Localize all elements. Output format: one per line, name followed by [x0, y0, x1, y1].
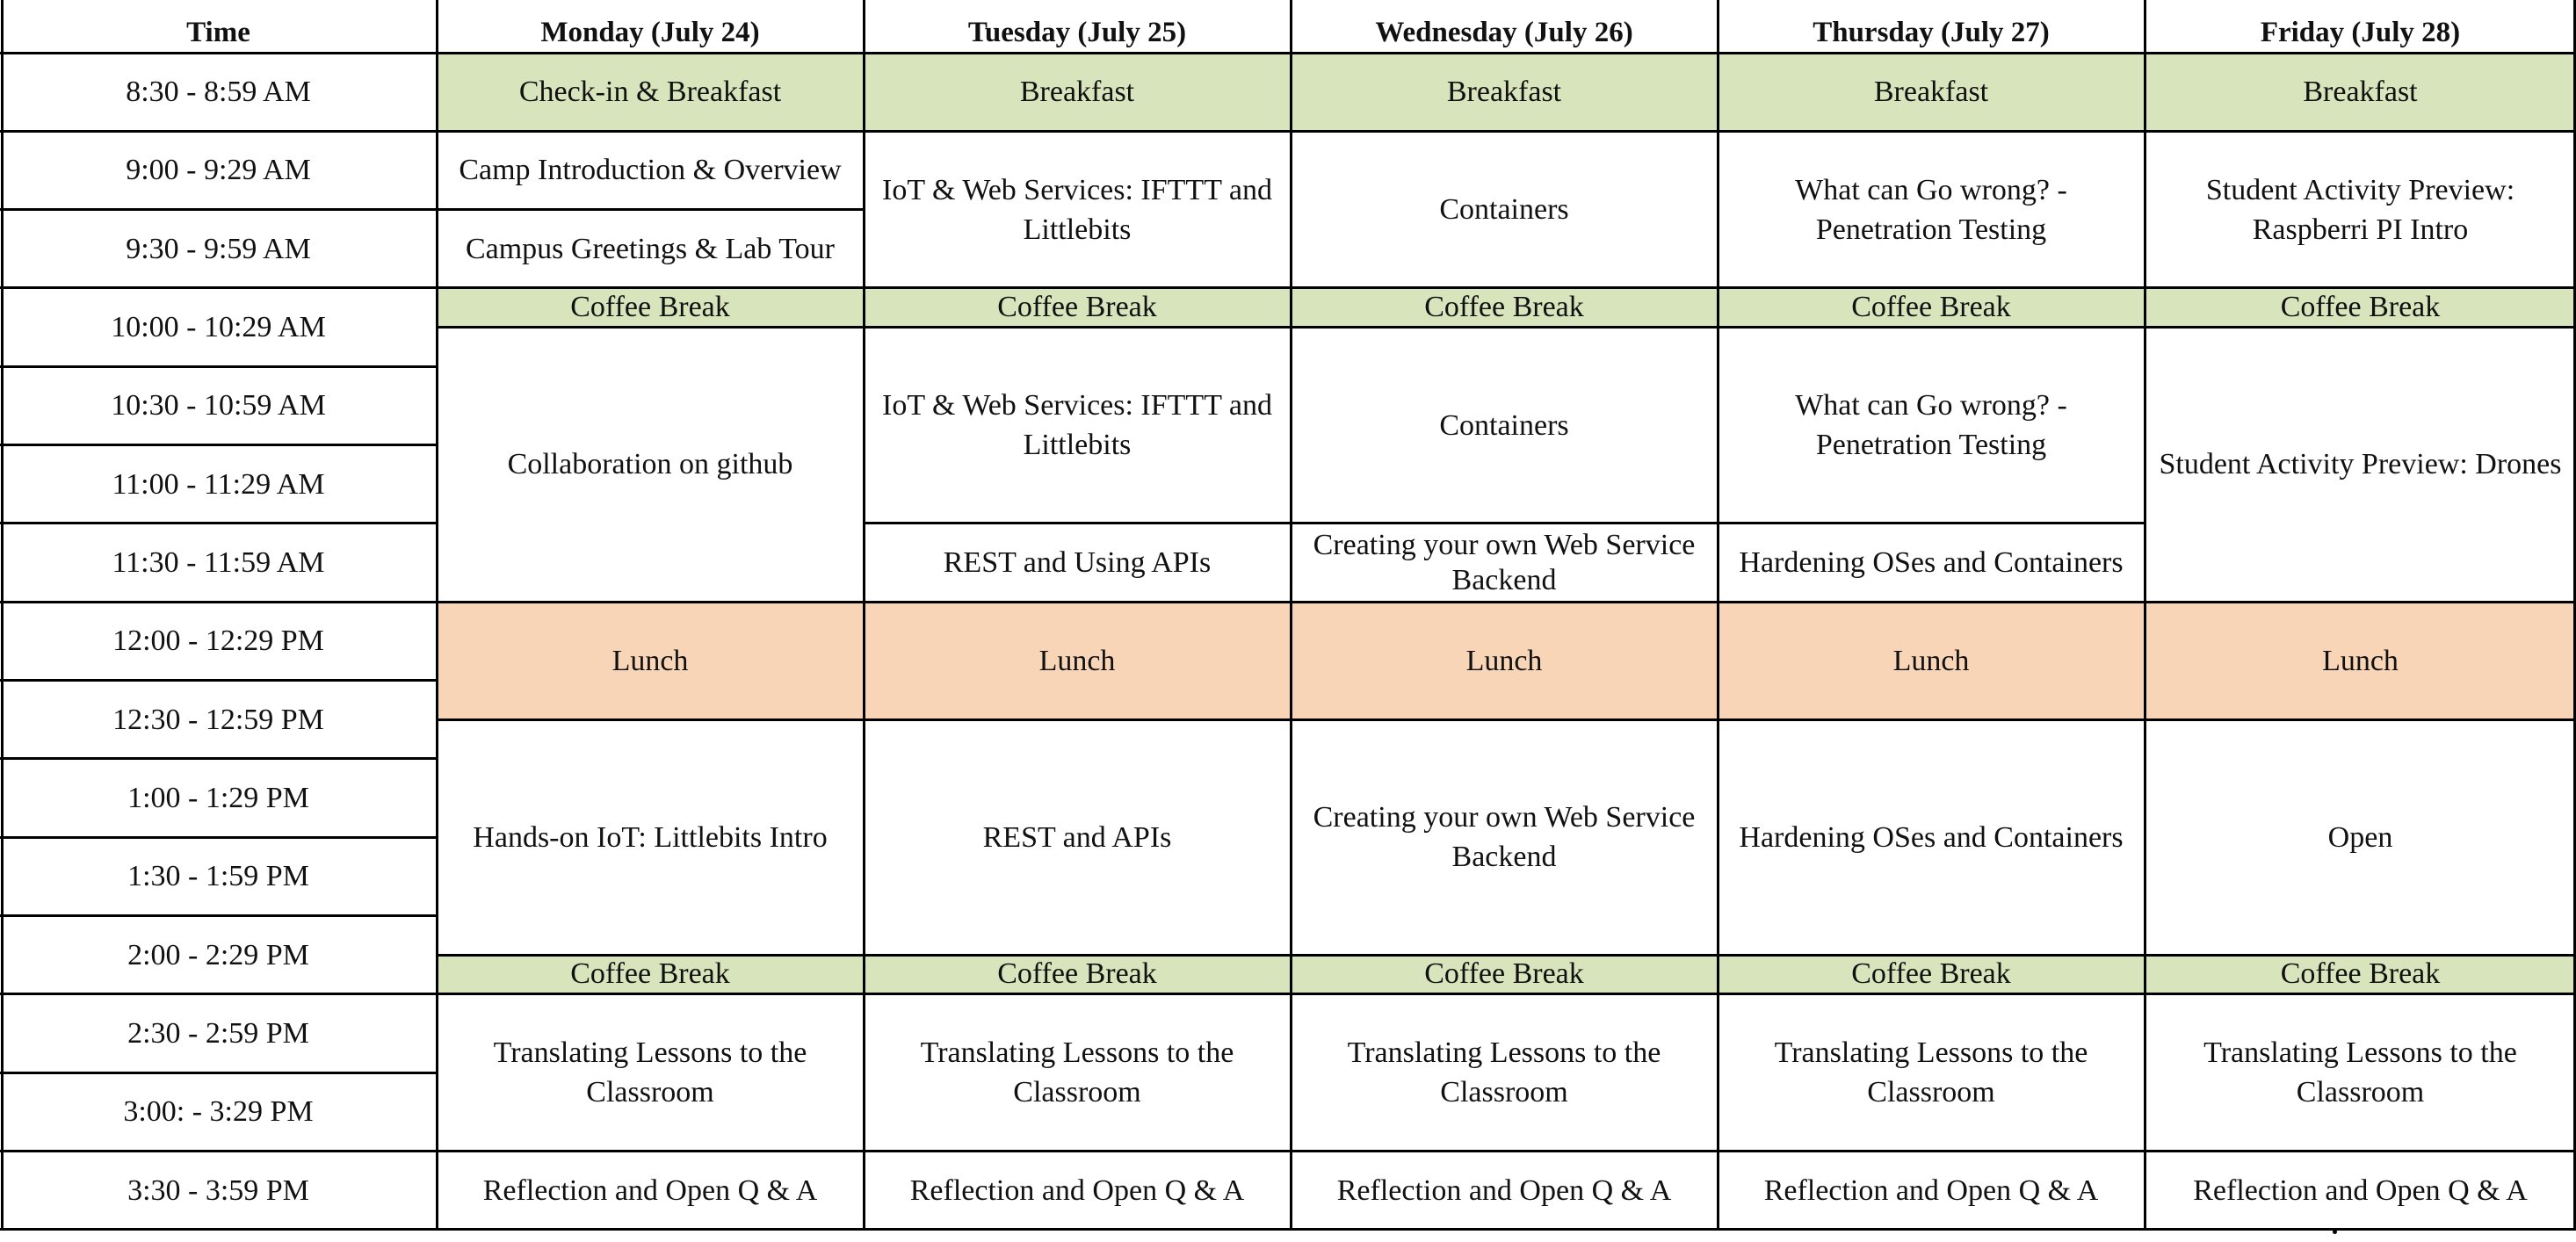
grid-hline: [2145, 954, 2576, 957]
grid-hline: [1718, 286, 2145, 289]
grid-hline: [0, 1072, 437, 1074]
time-slot: 1:00 - 1:29 PM: [127, 782, 309, 815]
lunch-block: Lunch: [1291, 602, 1718, 719]
session-block: Containers: [1439, 408, 1569, 442]
breakfast-block: Check-in & Breakfast: [437, 53, 864, 131]
session-block: Translating Lessons to the Classroom: [1774, 1036, 2088, 1109]
header-day: Monday (July 24): [540, 17, 760, 48]
grid-hline: [2145, 718, 2576, 721]
grid-hline: [1291, 130, 1718, 133]
session-block: Translating Lessons to the Classroom: [1347, 1036, 1661, 1109]
session-block: Translating Lessons to the Classroom: [2203, 1036, 2517, 1109]
breakfast-block: Breakfast: [1291, 53, 1718, 131]
grid-hline: [1291, 718, 1718, 721]
time-slot: 10:00 - 10:29 AM: [111, 311, 326, 344]
coffee-break-block: Coffee Break: [2145, 955, 2576, 994]
session-block: Creating your own Web Service Backend: [1313, 801, 1696, 874]
grid-hline: [2145, 52, 2576, 54]
grid-hline: [864, 993, 1291, 995]
session-block: Open: [2327, 820, 2393, 854]
lunch-block: Lunch: [1718, 602, 2145, 719]
grid-hline: [1718, 326, 2145, 329]
header-day: Wednesday (July 26): [1375, 17, 1633, 48]
coffee-break-block: Coffee Break: [1291, 288, 1718, 328]
lunch-block: Lunch: [437, 602, 864, 719]
grid-hline: [0, 365, 437, 368]
session-block: What can Go wrong? - Penetration Testing: [1795, 389, 2067, 462]
grid-hline: [1718, 1150, 2145, 1152]
grid-hline: [2145, 130, 2576, 133]
grid-hline: [437, 993, 864, 995]
session-block: Reflection and Open Q & A: [909, 1173, 1245, 1207]
grid-hline: [1291, 52, 1718, 54]
session-block: Student Activity Preview: Raspberri PI Intro: [2205, 173, 2515, 246]
session-block: REST and APIs: [982, 820, 1172, 854]
session-block: Hardening OSes and Containers: [1739, 546, 2124, 580]
grid-hline: [437, 601, 864, 603]
grid-hline: [0, 1228, 2576, 1231]
header-day: Thursday (July 27): [1813, 17, 2050, 48]
session-block: Containers: [1439, 193, 1569, 227]
session-block: Camp Introduction & Overview: [459, 154, 842, 187]
grid-hline: [1718, 522, 2145, 524]
breakfast-block: Breakfast: [864, 53, 1291, 131]
grid-hline: [0, 208, 437, 211]
session-block: Reflection and Open Q & A: [1336, 1173, 1672, 1207]
lunch-block: Lunch: [2145, 602, 2576, 719]
session-block: Reflection and Open Q & A: [2193, 1173, 2528, 1207]
grid-hline: [1291, 954, 1718, 957]
grid-vline: [2573, 0, 2576, 1230]
session-block: Reflection and Open Q & A: [1763, 1173, 2099, 1207]
grid-hline: [0, 522, 437, 524]
time-slot: 11:30 - 11:59 AM: [112, 546, 325, 580]
grid-hline: [1718, 954, 2145, 957]
grid-hline: [1291, 522, 1718, 524]
session-block: REST and Using APIs: [943, 546, 1212, 580]
session-block: IoT & Web Services: IFTTT and Littlebits: [882, 173, 1272, 246]
session-block: Creating your own Web Service Backend: [1313, 528, 1696, 596]
grid-hline: [2145, 326, 2576, 329]
time-slot: 12:00 - 12:29 PM: [112, 625, 324, 658]
time-slot: 11:00 - 11:29 AM: [112, 467, 325, 501]
session-block: Collaboration on github: [507, 448, 793, 481]
session-block: Reflection and Open Q & A: [482, 1173, 818, 1207]
grid-hline: [864, 130, 1291, 133]
grid-hline: [437, 1150, 864, 1152]
lunch-block: Lunch: [864, 602, 1291, 719]
footnote-mark: [2333, 1230, 2337, 1234]
coffee-break-block: Coffee Break: [437, 288, 864, 328]
time-slot: 10:30 - 10:59 AM: [111, 389, 326, 422]
time-slot: 1:30 - 1:59 PM: [127, 860, 309, 893]
grid-hline: [864, 522, 1291, 524]
grid-hline: [2145, 286, 2576, 289]
coffee-break-block: Coffee Break: [864, 955, 1291, 994]
grid-hline: [2145, 993, 2576, 995]
time-slot: 2:00 - 2:29 PM: [127, 938, 309, 971]
grid-hline: [1291, 286, 1718, 289]
grid-hline: [864, 326, 1291, 329]
time-slot: 9:30 - 9:59 AM: [126, 232, 311, 265]
coffee-break-block: Coffee Break: [1291, 955, 1718, 994]
grid-vline: [863, 0, 865, 1230]
session-block: IoT & Web Services: IFTTT and Littlebits: [882, 389, 1272, 462]
time-slot: 9:00 - 9:29 AM: [126, 154, 311, 187]
grid-vline: [436, 0, 438, 1230]
grid-hline: [0, 130, 437, 133]
grid-hline: [437, 208, 864, 211]
time-slot: 3:00: - 3:29 PM: [123, 1095, 314, 1129]
grid-hline: [2145, 601, 2576, 603]
coffee-break-block: Coffee Break: [864, 288, 1291, 328]
session-block: Translating Lessons to the Classroom: [493, 1036, 807, 1109]
grid-hline: [437, 954, 864, 957]
grid-hline: [1291, 1150, 1718, 1152]
grid-hline: [864, 52, 1291, 54]
grid-hline: [0, 679, 437, 682]
grid-hline: [1718, 130, 2145, 133]
grid-hline: [1291, 601, 1718, 603]
grid-hline: [437, 718, 864, 721]
breakfast-block: Breakfast: [1718, 53, 2145, 131]
coffee-break-block: Coffee Break: [1718, 955, 2145, 994]
session-block: Translating Lessons to the Classroom: [920, 1036, 1234, 1109]
session-block: What can Go wrong? - Penetration Testing: [1795, 173, 2067, 246]
session-block: Student Activity Preview: Drones: [2159, 448, 2562, 481]
session-block: Hardening OSes and Containers: [1739, 820, 2124, 854]
coffee-break-block: Coffee Break: [2145, 288, 2576, 328]
time-slot: 12:30 - 12:59 PM: [112, 703, 324, 736]
grid-hline: [864, 1150, 1291, 1152]
grid-hline: [437, 286, 864, 289]
header-day: Tuesday (July 25): [967, 17, 1187, 48]
grid-vline: [2144, 0, 2146, 1230]
session-block: Campus Greetings & Lab Tour: [465, 232, 836, 265]
header-time: Time: [186, 17, 250, 48]
grid-hline: [1291, 993, 1718, 995]
coffee-break-block: Coffee Break: [1718, 288, 2145, 328]
grid-hline: [0, 836, 437, 839]
grid-hline: [1718, 993, 2145, 995]
grid-hline: [437, 52, 864, 54]
grid-hline: [1718, 52, 2145, 54]
time-slot: 3:30 - 3:59 PM: [127, 1173, 309, 1207]
grid-hline: [0, 1150, 437, 1152]
grid-hline: [1718, 601, 2145, 603]
grid-hline: [1291, 326, 1718, 329]
grid-hline: [0, 286, 437, 289]
grid-hline: [864, 718, 1291, 721]
grid-hline: [437, 326, 864, 329]
session-block: Hands-on IoT: Littlebits Intro: [473, 820, 828, 854]
grid-hline: [0, 914, 437, 917]
grid-hline: [864, 286, 1291, 289]
grid-hline: [864, 954, 1291, 957]
grid-hline: [0, 993, 437, 995]
grid-hline: [2145, 1150, 2576, 1152]
grid-vline: [1290, 0, 1292, 1230]
grid-vline: [1717, 0, 1719, 1230]
breakfast-block: Breakfast: [2145, 53, 2576, 131]
grid-hline: [0, 757, 437, 760]
grid-hline: [1718, 718, 2145, 721]
time-slot: 2:30 - 2:59 PM: [127, 1017, 309, 1051]
time-slot: 8:30 - 8:59 AM: [126, 76, 311, 109]
grid-hline: [864, 601, 1291, 603]
grid-vline: [1, 0, 4, 1230]
grid-hline: [437, 130, 864, 133]
grid-hline: [0, 444, 437, 446]
grid-hline: [0, 601, 437, 603]
coffee-break-block: Coffee Break: [437, 955, 864, 994]
header-day: Friday (July 28): [2260, 17, 2461, 48]
